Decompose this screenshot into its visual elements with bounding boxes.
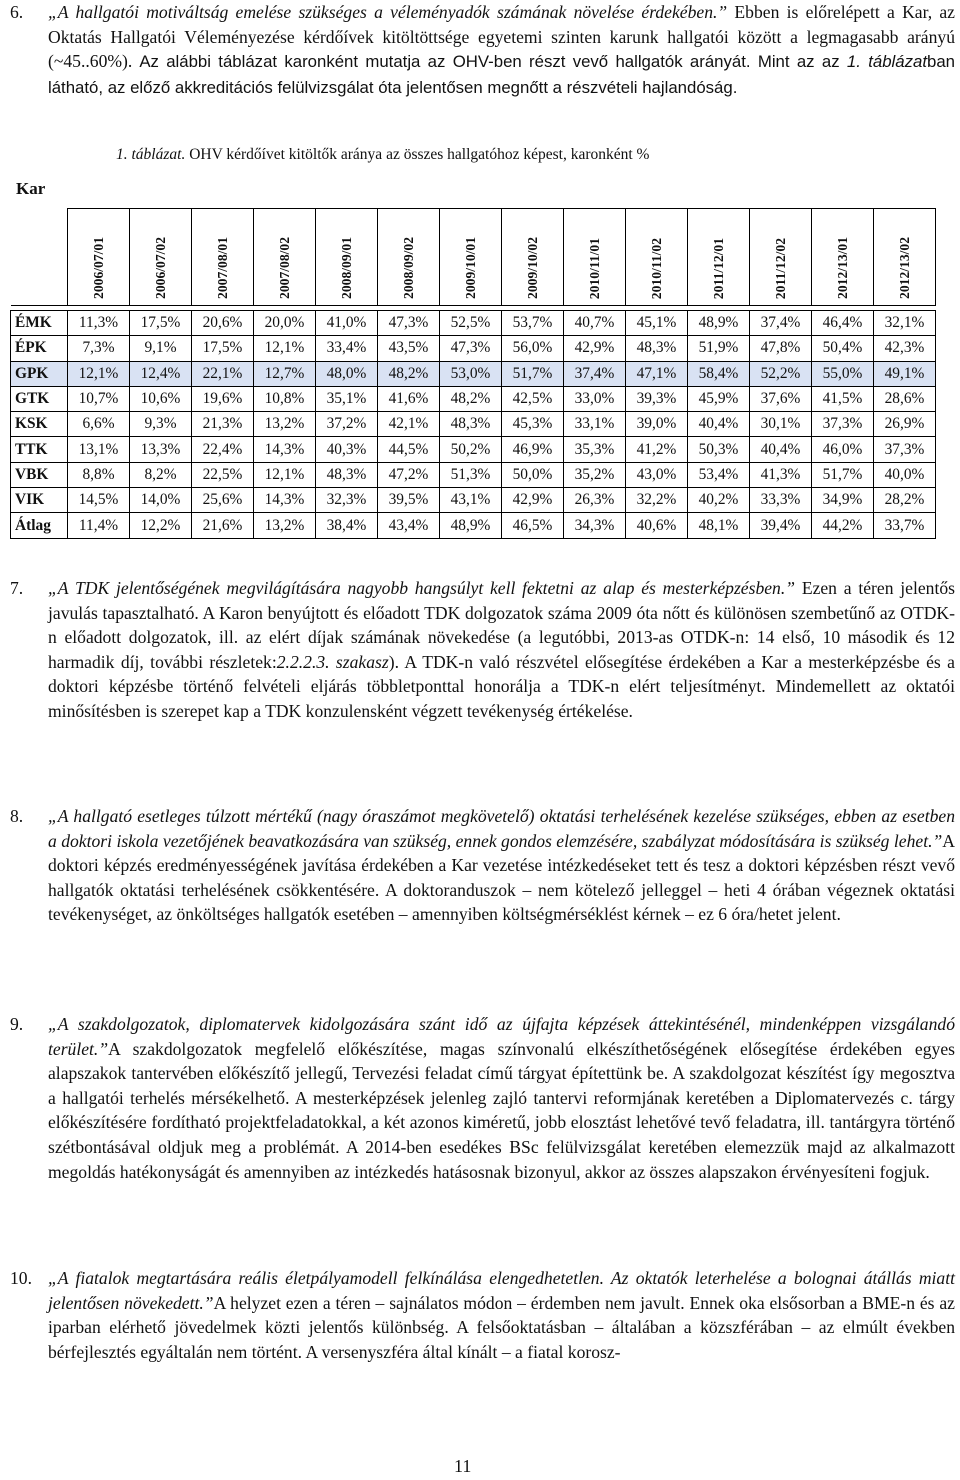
response-text-sans: Az alábbi táblázat karonként mutatja az OHV-ben részt vevő hallgatók arányát. Mint az az xyxy=(139,52,847,72)
table-cell: 41,0% xyxy=(316,311,378,336)
table-cell: 37,4% xyxy=(564,361,626,386)
table-row xyxy=(11,488,936,513)
table-cell: 50,4% xyxy=(812,336,874,361)
table-cell: 34,3% xyxy=(564,513,626,538)
table-cell: 9,1% xyxy=(130,336,192,361)
table-cell: 33,7% xyxy=(874,513,936,538)
row-label: ÉMK xyxy=(11,311,68,336)
table-cell: 47,8% xyxy=(750,336,812,361)
table-cell: 22,4% xyxy=(192,437,254,462)
column-header-label: 2011/12/01 xyxy=(710,237,726,299)
item-text xyxy=(48,1266,955,1364)
table-cell: 35,3% xyxy=(564,437,626,462)
table-cell: 17,5% xyxy=(192,336,254,361)
table-cell: 53,0% xyxy=(440,361,502,386)
row-label: VBK xyxy=(11,462,68,487)
item-text xyxy=(48,804,955,927)
table-cell: 20,0% xyxy=(254,311,316,336)
table-cell: 22,1% xyxy=(192,361,254,386)
table-cell: 7,3% xyxy=(68,336,130,361)
row-label: Átlag xyxy=(11,513,68,538)
table-cell: 50,3% xyxy=(688,437,750,462)
table-cell: 12,1% xyxy=(254,462,316,487)
table-cell: 12,1% xyxy=(68,361,130,386)
table-cell: 13,2% xyxy=(254,412,316,437)
table-cell: 33,0% xyxy=(564,386,626,411)
column-header xyxy=(316,209,378,306)
table-cell: 22,5% xyxy=(192,462,254,487)
table-cell: 55,0% xyxy=(812,361,874,386)
table-reference: táblázat xyxy=(868,52,927,72)
paragraph-item-10 xyxy=(10,1266,955,1364)
table-cell: 28,2% xyxy=(874,488,936,513)
item-text xyxy=(48,0,955,100)
item-number: 8. xyxy=(10,806,24,826)
column-header xyxy=(626,209,688,306)
response-text: A szakdolgozatok megfelelő előkészítése, magas színvonalú elkészíthetőségének elősegítése érdekében egyes alapszakok tantervében előkészítő jellegű, Tervezési feladat című tárgyat építettünk be. A szakdolgozat készítést így megosztva a hallgatói terhelés mérsékelhető. A mesterképzések jelenleg zajló tantervi reformjának keretében a Diplomatervezés c. tárgy előkészítésére fordítható projektfeladatokkal, a két azonos kiméretű, jobb elosztást lehetővé tevő feladatra, ill. tantárgyra történő szétbontásával oldjuk meg a problémát. A 2014-ben esedékes BSc felülvizsgálat keretében elemezzük majd az alkalmazott megoldás hatékonyságát és amennyiben az intézkedés hatásosnak bizonyul, akkor az összes alapszakon érvényesíteni fogjuk. xyxy=(48,1038,955,1182)
table-row xyxy=(11,361,936,386)
table-cell: 46,9% xyxy=(502,437,564,462)
table-cell: 30,1% xyxy=(750,412,812,437)
table-cell: 53,7% xyxy=(502,311,564,336)
table-cell: 14,5% xyxy=(68,488,130,513)
table-cell: 43,1% xyxy=(440,488,502,513)
table-row xyxy=(11,437,936,462)
table-row xyxy=(11,336,936,361)
paragraph-item-7 xyxy=(10,576,955,724)
row-label: TTK xyxy=(11,437,68,462)
quoted-recommendation: „A szakdolgozatok, diplomatervek kidolgozására szánt idő az újfajta képzések áttekintésénél, mindenképpen vizsgálandó terület.” xyxy=(48,1014,955,1059)
table-cell: 52,5% xyxy=(440,311,502,336)
table-cell: 12,2% xyxy=(130,513,192,538)
table-cell: 14,3% xyxy=(254,437,316,462)
table-corner-cell xyxy=(11,209,68,306)
caption-label: 1. táblázat. xyxy=(116,146,186,163)
table-cell: 37,2% xyxy=(316,412,378,437)
table-corner-label: Kar xyxy=(16,179,46,198)
column-header-label: 2007/08/02 xyxy=(276,237,292,299)
table-row xyxy=(11,386,936,411)
table-cell: 39,3% xyxy=(626,386,688,411)
table-cell: 26,9% xyxy=(874,412,936,437)
table-cell: 35,2% xyxy=(564,462,626,487)
table-cell: 13,3% xyxy=(130,437,192,462)
ohv-response-table xyxy=(10,208,936,539)
item-number: 10. xyxy=(10,1268,32,1288)
response-text: A doktori képzés eredményességének javítása érdekében a Kar vezetése intézkedéseket tett és tesz a doktori képzésben részt vevő hallgatók oktatási terhelésének csökkentésére. A doktoranduszok – nem kötelező jelleggel – heti 4 órában végeznek oktatási tevékenységet, az önköltséges hallgatók esetében – amennyiben költségmérséklést kérnek – ez 6 óra/hetet jelent. xyxy=(48,830,955,925)
column-header xyxy=(192,209,254,306)
table-header-row xyxy=(11,209,936,306)
column-header-label: 2009/10/01 xyxy=(462,237,478,299)
column-header xyxy=(378,209,440,306)
table-cell: 6,6% xyxy=(68,412,130,437)
table-cell: 53,4% xyxy=(688,462,750,487)
table-cell: 32,3% xyxy=(316,488,378,513)
table-cell: 12,7% xyxy=(254,361,316,386)
table-cell: 20,6% xyxy=(192,311,254,336)
table-cell: 37,4% xyxy=(750,311,812,336)
table-cell: 26,3% xyxy=(564,488,626,513)
column-header-label: 2012/13/02 xyxy=(896,237,912,299)
table-cell: 52,2% xyxy=(750,361,812,386)
table-cell: 56,0% xyxy=(502,336,564,361)
table-cell: 35,1% xyxy=(316,386,378,411)
response-text-sans-end: ban látható, az előző akkreditációs felülvizsgálat óta jelentősen megnőtt a részvételi hajlandóság. xyxy=(48,52,955,97)
column-header-label: 2010/11/01 xyxy=(586,237,602,299)
row-label: VIK xyxy=(11,488,68,513)
table-cell: 43,5% xyxy=(378,336,440,361)
table-cell: 40,0% xyxy=(874,462,936,487)
table-cell: 58,4% xyxy=(688,361,750,386)
table-cell: 48,2% xyxy=(378,361,440,386)
table-cell: 48,9% xyxy=(440,513,502,538)
table-cell: 37,6% xyxy=(750,386,812,411)
section-reference: 2.2.2.3. szakasz xyxy=(276,651,389,672)
table-cell: 11,3% xyxy=(68,311,130,336)
column-header-label: 2012/13/01 xyxy=(834,237,850,299)
table-cell: 13,2% xyxy=(254,513,316,538)
table-cell: 40,6% xyxy=(626,513,688,538)
row-label: ÉPK xyxy=(11,336,68,361)
column-header-label: 2010/11/02 xyxy=(648,237,664,299)
table-cell: 50,0% xyxy=(502,462,564,487)
table-cell: 51,3% xyxy=(440,462,502,487)
item-number: 7. xyxy=(10,578,24,598)
quoted-recommendation: „A hallgató esetleges túlzott mértékű (nagy óraszámot megkövetelő) oktatási terhelésének kezelése szükséges, ebben az esetben a doktori iskola vezetőjének beavatkozására van szükség, ennek gondos elemzésére, szabályzat módosítására is szükség lehet.” xyxy=(48,806,955,851)
table-cell: 40,3% xyxy=(316,437,378,462)
table-cell: 41,2% xyxy=(626,437,688,462)
table-cell: 32,1% xyxy=(874,311,936,336)
table-cell: 21,3% xyxy=(192,412,254,437)
table-cell: 43,4% xyxy=(378,513,440,538)
table-cell: 42,5% xyxy=(502,386,564,411)
table-cell: 48,0% xyxy=(316,361,378,386)
row-label: GPK xyxy=(11,361,68,386)
table-reference-number: 1. xyxy=(846,52,869,72)
column-header-label: 2009/10/02 xyxy=(524,237,540,299)
table-cell: 44,2% xyxy=(812,513,874,538)
table-cell: 10,6% xyxy=(130,386,192,411)
table-cell: 41,5% xyxy=(812,386,874,411)
column-header xyxy=(440,209,502,306)
column-header xyxy=(502,209,564,306)
table-cell: 11,4% xyxy=(68,513,130,538)
table-cell: 41,6% xyxy=(378,386,440,411)
table-cell: 45,1% xyxy=(626,311,688,336)
column-header xyxy=(874,209,936,306)
table-cell: 46,5% xyxy=(502,513,564,538)
table-cell: 49,1% xyxy=(874,361,936,386)
table-cell: 32,2% xyxy=(626,488,688,513)
table-cell: 45,3% xyxy=(502,412,564,437)
table-cell: 38,4% xyxy=(316,513,378,538)
table-cell: 43,0% xyxy=(626,462,688,487)
table-cell: 34,9% xyxy=(812,488,874,513)
table-cell: 33,3% xyxy=(750,488,812,513)
table-cell: 13,1% xyxy=(68,437,130,462)
response-text: Ezen a téren jelentős javulás tapasztalható. A Karon benyújtott és előadott TDK dolgozatok száma 2009 óta nőtt és különösen szembetűnő az OTDK-n előadott dolgozatok, ill. az elért díjak számának növekedése (a legutóbbi, 2013-as OTDK-n: 14 első, 10 második és 12 harmadik díj, további részletek: xyxy=(48,578,956,672)
paragraph-item-8 xyxy=(10,804,955,927)
table-cell: 12,1% xyxy=(254,336,316,361)
table-cell: 40,4% xyxy=(750,437,812,462)
column-header-label: 2006/07/02 xyxy=(152,237,168,299)
item-text xyxy=(48,1012,955,1184)
column-header xyxy=(564,209,626,306)
table-cell: 48,1% xyxy=(688,513,750,538)
table-cell: 51,9% xyxy=(688,336,750,361)
table-cell: 10,7% xyxy=(68,386,130,411)
quoted-recommendation: „A TDK jelentőségének megvilágítására nagyobb hangsúlyt kell fektetni az alap és mesterképzésben.” xyxy=(48,578,796,598)
table-row xyxy=(11,462,936,487)
caption-text: OHV kérdőívet kitöltők aránya az összes hallgatóhoz képest, karonként % xyxy=(185,146,650,163)
column-header-label: 2006/07/01 xyxy=(90,237,106,299)
table-cell: 45,9% xyxy=(688,386,750,411)
paragraph-item-9 xyxy=(10,1012,955,1184)
table-cell: 48,2% xyxy=(440,386,502,411)
table-cell: 44,5% xyxy=(378,437,440,462)
table-cell: 47,2% xyxy=(378,462,440,487)
table-cell: 28,6% xyxy=(874,386,936,411)
table-cell: 48,3% xyxy=(626,336,688,361)
table-cell: 42,9% xyxy=(502,488,564,513)
table-cell: 9,3% xyxy=(130,412,192,437)
table-row xyxy=(11,311,936,336)
table-cell: 21,6% xyxy=(192,513,254,538)
table-cell: 14,3% xyxy=(254,488,316,513)
table-cell: 47,3% xyxy=(378,311,440,336)
table-cell: 47,3% xyxy=(440,336,502,361)
table-cell: 37,3% xyxy=(812,412,874,437)
table-cell: 48,9% xyxy=(688,311,750,336)
table-cell: 39,0% xyxy=(626,412,688,437)
table-cell: 51,7% xyxy=(502,361,564,386)
table-cell: 10,8% xyxy=(254,386,316,411)
table-row xyxy=(11,513,936,538)
table-cell: 42,1% xyxy=(378,412,440,437)
column-header xyxy=(750,209,812,306)
table-cell: 51,7% xyxy=(812,462,874,487)
table-cell: 39,4% xyxy=(750,513,812,538)
table-cell: 40,7% xyxy=(564,311,626,336)
table-caption xyxy=(116,146,649,164)
table-cell: 48,3% xyxy=(316,462,378,487)
table-cell: 37,3% xyxy=(874,437,936,462)
paragraph-item-6 xyxy=(10,0,955,100)
column-header xyxy=(812,209,874,306)
column-header xyxy=(254,209,316,306)
response-text: A helyzet ezen a téren – sajnálatos módon – érdemben nem javult. Ennek oka elsősorban a BME-n és az iparban elérhető jövedelmek közti jelentős különbség. A felsőoktatásban – általában a közszférában – az elmúlt években bérfejlesztés egyáltalán nem történt. A versenyszféra által kínált – a fiatal korosz- xyxy=(48,1292,955,1362)
row-label: GTK xyxy=(11,386,68,411)
table-cell: 47,1% xyxy=(626,361,688,386)
table-cell: 8,2% xyxy=(130,462,192,487)
table-cell: 19,6% xyxy=(192,386,254,411)
column-header-label: 2008/09/01 xyxy=(338,237,354,299)
table-cell: 33,4% xyxy=(316,336,378,361)
table-row xyxy=(11,412,936,437)
table-cell: 33,1% xyxy=(564,412,626,437)
quoted-recommendation: „A hallgatói motiváltság emelése szükséges a véleményadók számának növelése érdekében.” xyxy=(48,2,728,22)
table-cell: 25,6% xyxy=(192,488,254,513)
item-text xyxy=(48,576,955,724)
column-header xyxy=(68,209,130,306)
item-number: 6. xyxy=(10,2,24,22)
table-cell: 46,0% xyxy=(812,437,874,462)
item-number: 9. xyxy=(10,1014,24,1034)
table-cell: 48,3% xyxy=(440,412,502,437)
table-cell: 50,2% xyxy=(440,437,502,462)
response-text-end: ). A TDK-n való részvétel elősegítése érdekében a Kar a mesterképzésbe és a doktori képzésbe történő felvételi eljárás többletponttal honorálja a TDK-n elért teljesítményt. Mindemellett az oktatói minősítésben is szerepet kap a TDK konzulensként végzett tevékenység értékelése. xyxy=(48,651,955,721)
response-text: Ebben is előrelépett a Kar, az Oktatás Hallgatói Véleményezése kérdőívek kitöltöttsége egyetemi szinten karunk hallgatói között a legmagasabb arányú (~45..60%). xyxy=(48,2,955,72)
row-label: KSK xyxy=(11,412,68,437)
table-cell: 42,9% xyxy=(564,336,626,361)
column-header xyxy=(688,209,750,306)
page-number: 11 xyxy=(454,1456,472,1476)
table-cell: 17,5% xyxy=(130,311,192,336)
table-cell: 39,5% xyxy=(378,488,440,513)
table-cell: 41,3% xyxy=(750,462,812,487)
table-cell: 14,0% xyxy=(130,488,192,513)
table-cell: 40,4% xyxy=(688,412,750,437)
table-cell: 8,8% xyxy=(68,462,130,487)
table-cell: 12,4% xyxy=(130,361,192,386)
table-cell: 42,3% xyxy=(874,336,936,361)
quoted-recommendation: „A fiatalok megtartására reális életpályamodell felkínálása elengedhetetlen. Az oktatók leterhelése a bolognai átállás miatt jelentősen növekedett.” xyxy=(48,1268,955,1313)
column-header xyxy=(130,209,192,306)
table-cell: 40,2% xyxy=(688,488,750,513)
column-header-label: 2008/09/02 xyxy=(400,237,416,299)
column-header-label: 2007/08/01 xyxy=(214,237,230,299)
table-cell: 46,4% xyxy=(812,311,874,336)
column-header-label: 2011/12/02 xyxy=(772,237,788,299)
